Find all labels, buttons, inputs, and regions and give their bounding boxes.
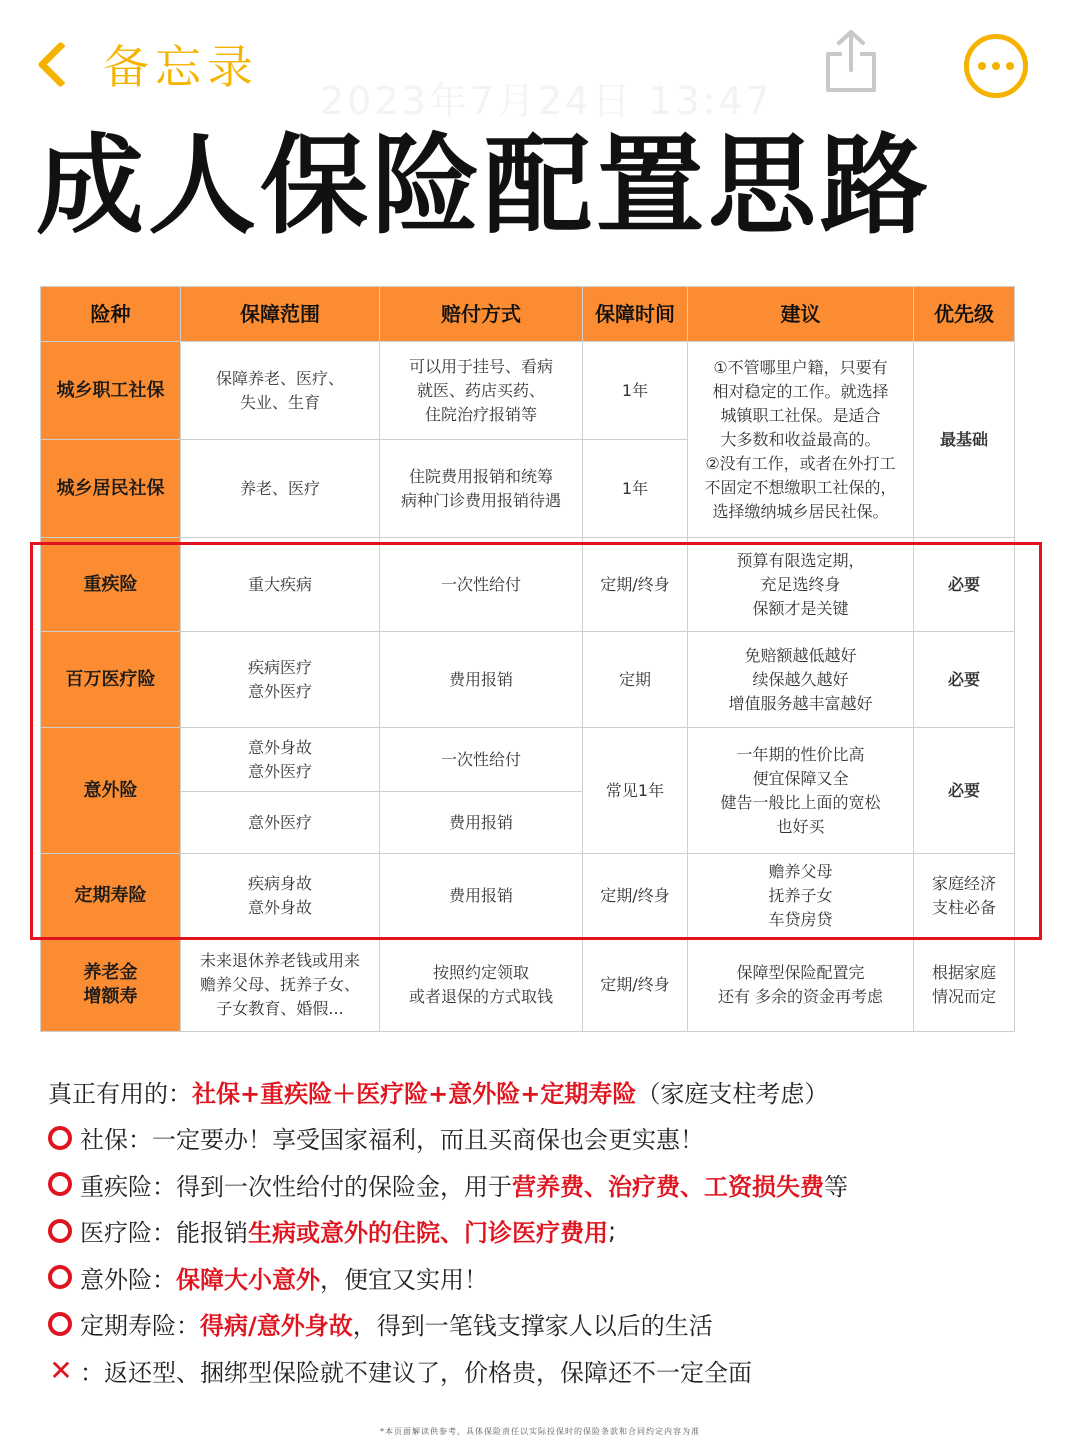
back-label: 备忘录 — [103, 40, 259, 94]
payment-cell: 一次性给付 — [380, 728, 583, 792]
term-cell: 定期 — [583, 632, 688, 728]
advice-cell: 免赔额越低越好 续保越久越好 增值服务越丰富越好 — [688, 632, 914, 728]
note-life — [48, 1301, 1048, 1348]
more-icon[interactable] — [964, 34, 1028, 98]
header-term: 保障时间 — [583, 287, 688, 342]
table-row — [41, 342, 1015, 440]
share-icon[interactable] — [822, 28, 880, 94]
red-circle-icon — [48, 1312, 72, 1336]
red-circle-icon — [48, 1265, 72, 1289]
payment-cell: 按照约定领取 或者退保的方式取钱 — [380, 938, 583, 1032]
advice-cell: ①不管哪里户籍，只要有 相对稳定的工作。就选择 城镇职工社保。是适合 大多数和收益最高的。 ②没有工作，或者在外打工 不固定不想缴职工社保的， 选择缴纳城乡居民社保。 — [688, 342, 914, 538]
chevron-left-icon — [37, 41, 84, 88]
header-scope: 保障范围 — [181, 287, 380, 342]
advice-cell: 一年期的性价比高 便宜保障又全 健告一般比上面的宽松 也好买 — [688, 728, 914, 854]
top-nav — [0, 0, 1080, 130]
priority-cell: 必要 — [914, 632, 1015, 728]
note-timestamp: 2023年7月24日 13:47 — [320, 79, 773, 123]
type-cell: 养老金 增额寿 — [41, 938, 181, 1032]
term-cell: 1年 — [583, 342, 688, 440]
note-suffix: 等 — [824, 1172, 848, 1201]
insurance-table — [40, 286, 1015, 1032]
scope-cell: 未来退休养老钱或用来 赡养父母、抚养子女、 子女教育、婚假... — [181, 938, 380, 1032]
term-cell: 定期/终身 — [583, 938, 688, 1032]
header-priority: 优先级 — [914, 287, 1015, 342]
advice-cell: 赡养父母 抚养子女 车贷房贷 — [688, 854, 914, 938]
note-highlight: 营养费、治疗费、工资损失费 — [512, 1172, 824, 1201]
back-button[interactable] — [30, 34, 259, 94]
type-cell: 城乡居民社保 — [41, 440, 181, 538]
red-circle-icon — [48, 1219, 72, 1243]
scope-cell: 养老、医疗 — [181, 440, 380, 538]
payment-cell: 费用报销 — [380, 792, 583, 854]
advice-cell: 预算有限选定期， 充足选终身 保额才是关键 — [688, 538, 914, 632]
term-cell: 1年 — [583, 440, 688, 538]
summary-highlight: 社保+重疾险＋医疗险+意外险+定期寿险 — [192, 1079, 637, 1108]
summary-prefix: 真正有用的： — [48, 1079, 192, 1108]
priority-cell: 最基础 — [914, 342, 1015, 538]
note-suffix: ，得到一笔钱支撑家人以后的生活 — [352, 1312, 713, 1341]
note-suffix: ; — [608, 1216, 617, 1245]
term-cell: 常见1年 — [583, 728, 688, 854]
table-row — [41, 632, 1015, 728]
type-cell: 百万医疗险 — [41, 632, 181, 728]
payment-cell: 住院费用报销和统筹 病种门诊费用报销待遇 — [380, 440, 583, 538]
footnote: *本页面解读供参考，具体保险责任以实际投保时的保险条款和合同约定内容为准 — [380, 1427, 700, 1436]
term-cell: 定期/终身 — [583, 538, 688, 632]
note-prefix: 重疾险：得到一次性给付的保险金，用于 — [80, 1172, 512, 1201]
note-highlight: 生病或意外的住院、门诊医疗费用 — [248, 1219, 608, 1248]
type-cell: 城乡职工社保 — [41, 342, 181, 440]
note-suffix: ，便宜又实用！ — [320, 1265, 488, 1294]
scope-cell: 意外身故 意外医疗 — [181, 728, 380, 792]
table-row — [41, 854, 1015, 938]
note-highlight: 保障大小意外 — [176, 1265, 320, 1294]
header-advice: 建议 — [688, 287, 914, 342]
table-row — [41, 938, 1015, 1032]
priority-cell: 家庭经济 支柱必备 — [914, 854, 1015, 938]
type-cell: 重疾险 — [41, 538, 181, 632]
header-payment: 赔付方式 — [380, 287, 583, 342]
priority-cell: 必要 — [914, 728, 1015, 854]
red-cross-icon: ✕ — [49, 1353, 73, 1387]
notes-section — [48, 1068, 1048, 1394]
note-prefix: 定期寿险： — [80, 1312, 200, 1341]
note-medical — [48, 1208, 1048, 1255]
note-accident — [48, 1254, 1048, 1301]
payment-cell: 费用报销 — [380, 854, 583, 938]
page-title: 成人保险配置思路 — [36, 124, 933, 249]
table-row — [41, 538, 1015, 632]
type-cell: 定期寿险 — [41, 854, 181, 938]
table-header-row — [41, 287, 1015, 342]
advice-cell: 保障型保险配置完 还有 多余的资金再考虑 — [688, 938, 914, 1032]
note-text: ：返还型、捆绑型保险就不建议了，价格贵，保障还不一定全面 — [80, 1358, 752, 1387]
priority-cell: 根据家庭 情况而定 — [914, 938, 1015, 1032]
note-prefix: 医疗险：能报销 — [80, 1219, 248, 1248]
note-prefix: 意外险： — [80, 1265, 176, 1294]
scope-cell: 重大疾病 — [181, 538, 380, 632]
scope-cell: 疾病医疗 意外医疗 — [181, 632, 380, 728]
scope-cell: 疾病身故 意外身故 — [181, 854, 380, 938]
red-circle-icon — [48, 1126, 72, 1150]
term-cell: 定期/终身 — [583, 854, 688, 938]
scope-cell: 保障养老、医疗、 失业、生育 — [181, 342, 380, 440]
note-critical — [48, 1161, 1048, 1208]
type-cell: 意外险 — [41, 728, 181, 854]
note-negative — [48, 1347, 1048, 1394]
payment-cell: 可以用于挂号、看病 就医、药店买药、 住院治疗报销等 — [380, 342, 583, 440]
red-circle-icon — [48, 1172, 72, 1196]
note-highlight: 得病/意外身故 — [200, 1312, 353, 1341]
payment-cell: 费用报销 — [380, 632, 583, 728]
table-row — [41, 728, 1015, 792]
scope-cell: 意外医疗 — [181, 792, 380, 854]
note-social — [48, 1115, 1048, 1162]
priority-cell: 必要 — [914, 538, 1015, 632]
header-type: 险种 — [41, 287, 181, 342]
summary-line — [48, 1068, 1048, 1115]
payment-cell: 一次性给付 — [380, 538, 583, 632]
note-text: 社保：一定要办！享受国家福利，而且买商保也会更实惠！ — [80, 1126, 704, 1155]
summary-suffix: （家庭支柱考虑） — [636, 1079, 829, 1108]
